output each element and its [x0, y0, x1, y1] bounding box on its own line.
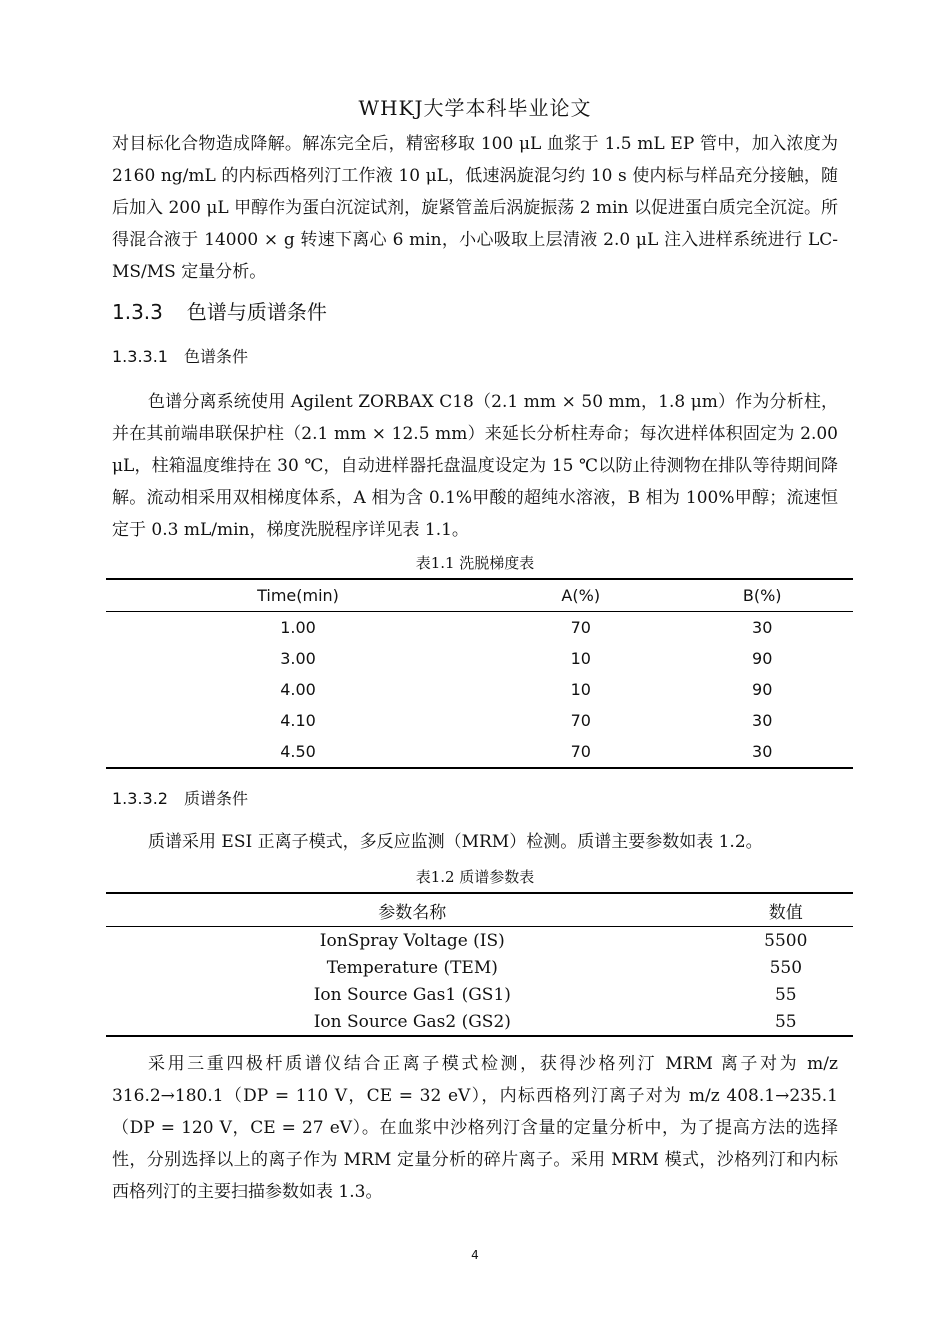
table-cell: 4.50 — [106, 736, 490, 768]
section-number: 1.3.3.1 — [112, 347, 168, 366]
table-cell: 70 — [570, 711, 591, 730]
gradient-table — [106, 578, 853, 769]
table-cell: IonSpray Voltage (IS) — [319, 930, 505, 951]
table-row — [106, 981, 853, 1008]
table-2-caption: 表1.2 质谱参数表 — [415, 868, 535, 886]
page-header: WHKJ大学本科毕业论文 — [358, 96, 592, 120]
column-header: B(%) — [671, 579, 853, 612]
ms-parameter-table — [106, 892, 853, 1037]
section-number: 1.3.3.2 — [112, 789, 168, 808]
table-cell: 10 — [570, 649, 591, 668]
column-header: A(%) — [490, 579, 671, 612]
table-row — [106, 736, 853, 768]
paragraph-chromatography: 色谱分离系统使用 Agilent ZORBAX C18（2.1 mm × 50 mm，1.8 μm）作为分析柱，并在其前端串联保护柱（2.1 mm × 12.5 mm）来延长分析柱寿命；每次进样体积固定为 2.00 μL，柱箱温度维持在 30 ℃，自动进样器托盘温度设定为 15 ℃以防止待测物在排队等待期间降解。流动相采用双相梯度体系，A 相为含 0.1%甲酸的超纯水溶液，B 相为 100%甲醇；流速恒定于 0.3 mL/min，梯度洗脱程序详见表 1.1。 — [112, 392, 838, 540]
table-cell: Ion Source Gas1 (GS1) — [313, 984, 511, 1005]
section-title: 质谱条件 — [183, 789, 248, 808]
table-cell: 55 — [774, 984, 797, 1005]
table-cell: 550 — [769, 957, 803, 978]
table-row — [106, 612, 853, 644]
table-cell: 90 — [752, 649, 773, 668]
table-cell: 3.00 — [280, 649, 316, 668]
section-number: 1.3.3 — [112, 300, 163, 324]
column-header: 参数名称 — [106, 893, 719, 927]
table-cell: 90 — [752, 680, 773, 699]
section-title: 色谱条件 — [183, 347, 248, 366]
table-row — [106, 643, 853, 674]
table-cell: 70 — [570, 618, 591, 637]
column-header: 数值 — [719, 893, 853, 927]
table-row — [106, 674, 853, 705]
column-header: Time(min) — [106, 579, 490, 612]
table-cell: 5500 — [764, 930, 808, 951]
paragraph-sample-prep: 对目标化合物造成降解。解冻完全后，精密移取 100 μL 血浆于 1.5 mL EP 管中，加入浓度为 2160 ng/mL 的内标西格列汀工作液 10 μL，低速涡旋混匀约 10 s 使内标与样品充分接触，随后加入 200 μL 甲醇作为蛋白沉淀试剂，旋紧管盖后涡旋振荡 2 min 以促进蛋白质完全沉淀。所得混合液于 14000 × g 转速下离心 6 min，小心吸取上层清液 2.0 μL 注入进样系统进行 LC-MS/MS 定量分析。 — [112, 134, 838, 282]
table-header-row — [106, 579, 853, 612]
table-1-caption: 表1.1 洗脱梯度表 — [415, 554, 535, 572]
table-row — [106, 1008, 853, 1036]
page-number: 4 — [471, 1248, 479, 1262]
section-heading-1-3-3 — [112, 296, 327, 325]
section-heading-1-3-3-2 — [112, 786, 248, 809]
table-cell: 30 — [671, 736, 853, 768]
table-row — [106, 927, 853, 955]
table-cell: 55 — [719, 1008, 853, 1036]
table-cell: 70 — [490, 736, 671, 768]
table-row — [106, 705, 853, 736]
table-cell: 4.10 — [280, 711, 316, 730]
table-cell: 4.00 — [280, 680, 316, 699]
paragraph-mrm: 采用三重四极杆质谱仪结合正离子模式检测，获得沙格列汀 MRM 离子对为 m/z 316.2→180.1（DP = 110 V，CE = 32 eV），内标西格列汀离子对为 m/z 408.1→235.1（DP = 120 V，CE = 27 eV）。在血浆中沙格列汀含量的定量分析中，为了提高方法的选择性，分别选择以上的离子作为 MRM 定量分析的碎片离子。采用 MRM 模式，沙格列汀和内标西格列汀的主要扫描参数如表 1.3。 — [112, 1054, 838, 1202]
table-header-row — [106, 893, 853, 927]
section-heading-1-3-3-1 — [112, 344, 248, 367]
section-title: 色谱与质谱条件 — [186, 300, 327, 324]
table-cell: 30 — [752, 618, 773, 637]
table-cell: 10 — [570, 680, 591, 699]
table-cell: 1.00 — [280, 618, 316, 637]
table-cell: Temperature (TEM) — [326, 957, 498, 978]
table-row — [106, 954, 853, 981]
table-cell: 30 — [752, 711, 773, 730]
table-cell: Ion Source Gas2 (GS2) — [106, 1008, 719, 1036]
paragraph-mass-spec: 质谱采用 ESI 正离子模式，多反应监测（MRM）检测。质谱主要参数如表 1.2。 — [148, 832, 763, 852]
